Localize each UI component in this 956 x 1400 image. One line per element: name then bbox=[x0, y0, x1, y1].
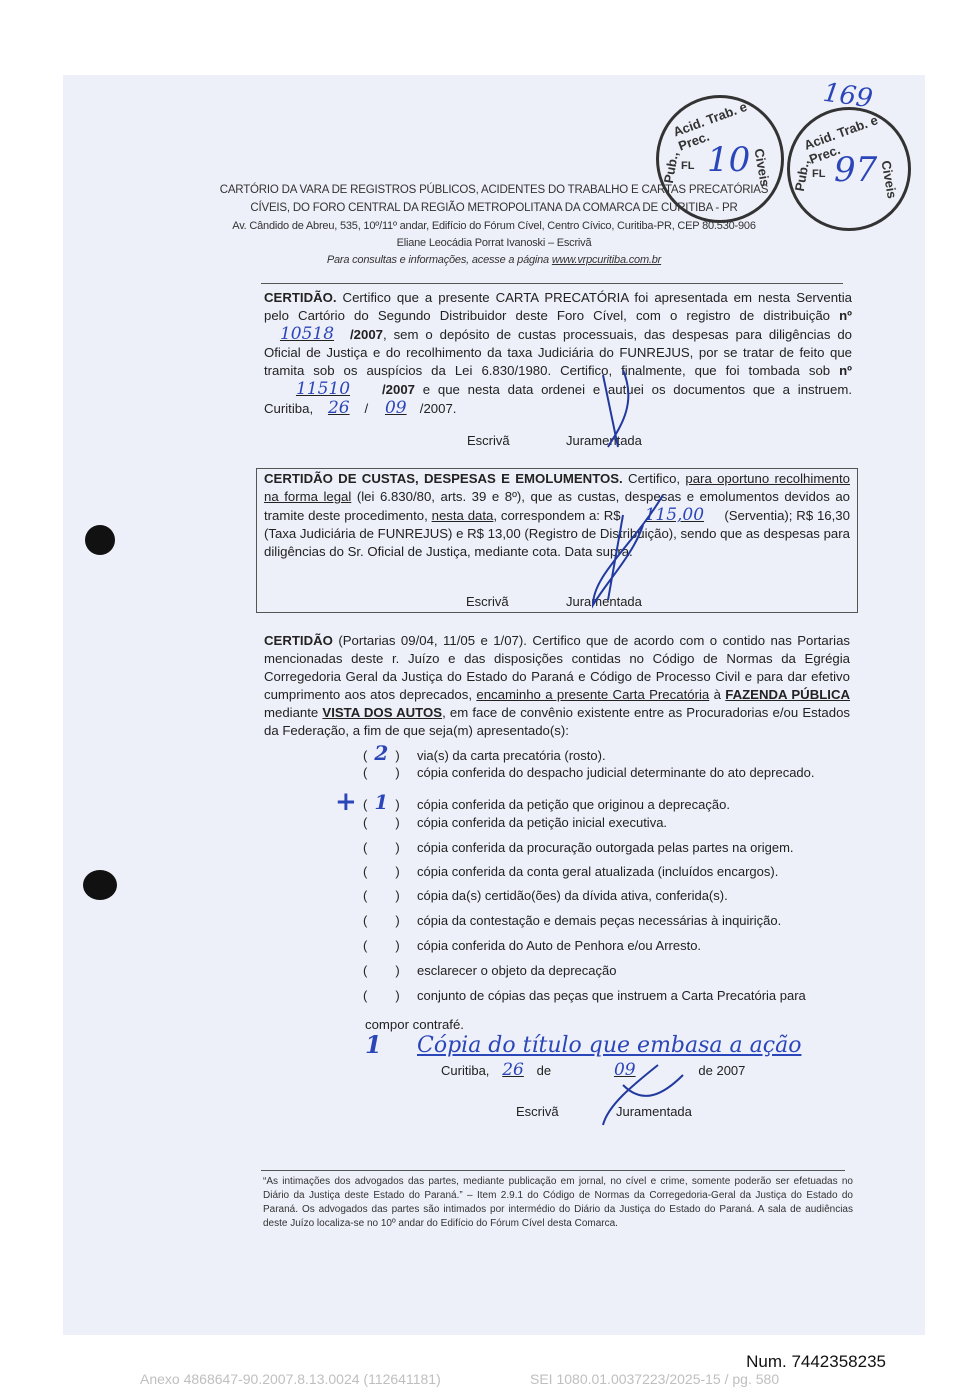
certidao-2 bbox=[264, 470, 850, 561]
checklist-label: cópia conferida da conta geral atualizada (incluídos encargos). bbox=[417, 864, 779, 879]
checklist-item bbox=[363, 815, 667, 830]
certidao-1-month bbox=[372, 399, 420, 418]
date-month bbox=[555, 1060, 695, 1080]
certidao-3-text-a: (Portarias 09/04, 11/05 e 1/07). Certifico que de acordo com o contido nas Portarias mencionadas deste r. Juízo e das disposições contidas no Código de Normas da Egrégia Corregedoria Geral da Justiça do Estado do Paraná e Código de Processo Civil e para dar efetivo cumprimento aos atos deprecados, bbox=[264, 633, 850, 702]
checklist-label: cópia conferida da procuração outorgada pelas partes na origem. bbox=[417, 840, 794, 855]
certidao-2-text-b: (lei 6.830/80, arts. 39 e 8º), que as custas, despesas e emolumentos devidos ao tramite deste procedimento, bbox=[264, 489, 850, 523]
checklist-item bbox=[363, 741, 606, 765]
bottom-annex: Anexo 4868647-90.2007.8.13.0024 (112641181) bbox=[140, 1371, 441, 1387]
date-line bbox=[441, 1060, 745, 1080]
certidao-1-year-3: /2007. bbox=[419, 401, 457, 416]
certidao-2-text-a: Certifico, bbox=[628, 471, 681, 486]
tomb-number-value: 11510 bbox=[295, 379, 351, 399]
checklist-checkbox: ( ) bbox=[363, 963, 400, 978]
checklist-item bbox=[363, 938, 701, 953]
checklist-label: cópia da contestação e demais peças necessárias à inquirição. bbox=[417, 913, 782, 928]
checklist-item bbox=[363, 765, 815, 780]
header-line-4: Eliane Leocádia Porrat Ivanoski – Escrivã bbox=[396, 237, 592, 249]
date-de-1: de bbox=[536, 1063, 552, 1078]
date-day bbox=[493, 1060, 533, 1080]
checklist-checkbox: ( ) bbox=[363, 840, 400, 855]
certidao-2-sig-escriva: Escrivã bbox=[466, 594, 509, 609]
stamp-right-fl-number: 97 bbox=[834, 150, 878, 190]
certidao-2-text-d: (Serventia); R$ 16,30 (Taxa Judiciária de FUNREJUS) e R$ 13,00 (Registro de Distribuição), sendo que as despesas para diligências do Sr. Oficial de Justiça, mediante cota. Data supra. bbox=[264, 508, 850, 559]
hand-item-text: Cópia do título que embasa a ação bbox=[417, 1033, 802, 1058]
hand-item-mark: 1 bbox=[365, 1030, 382, 1059]
checklist-checkbox: ( ) bbox=[363, 765, 400, 780]
checklist-label: via(s) da carta precatória (rosto). bbox=[417, 748, 606, 763]
checklist-item bbox=[363, 963, 616, 978]
certidao-1-month-value: 09 bbox=[384, 398, 407, 418]
distribution-number bbox=[264, 325, 350, 344]
certidao-1-sig-juramentada: Juramentada bbox=[566, 433, 642, 448]
certidao-1-year-2: /2007 bbox=[382, 382, 416, 397]
certidao-1-title: CERTIDÃO. bbox=[264, 290, 337, 305]
checklist-checkbox: ( ) bbox=[363, 864, 400, 879]
certidao-1-text-b: , sem o depósito de custas processuais, das despesas para diligências do Oficial de Justiça e do recolhimento da taxa Judiciária do FUNREJUS, por se tratar de feito que tramita sob os auspícios da Lei 6.830/1980. Certifico, finalmente, que foi tombada sob bbox=[264, 327, 852, 378]
certidao-2-underlined-1: para oportuno recolhimento na forma legal bbox=[264, 471, 850, 504]
hole-punch-2 bbox=[83, 870, 117, 900]
certidao-3-title: CERTIDÃO bbox=[264, 633, 333, 648]
certidao-2-underlined-2: nesta data bbox=[431, 508, 494, 523]
checklist-checkbox: ( 2 ) bbox=[363, 741, 400, 765]
header-line-5 bbox=[63, 254, 925, 266]
certidao-1-n-label: nº bbox=[839, 308, 852, 323]
checklist-label: cópia conferida da petição inicial executiva. bbox=[417, 815, 668, 830]
header-line-5-prefix: Para consultas e informações, acesse a página bbox=[326, 254, 549, 266]
checklist-checkbox: ( ) bbox=[363, 913, 400, 928]
stamp-left-right-text: Civeis bbox=[751, 147, 773, 188]
certidao-3-vista: VISTA DOS AUTOS bbox=[322, 705, 443, 720]
checklist-mark: 2 bbox=[374, 741, 389, 765]
fee-amount bbox=[624, 506, 724, 525]
certidao-3-text-d: , em face de convênio existente entre as Procuradorias e/ou Estados da Federação, a fim de que seja(m) apresentado(s): bbox=[264, 705, 850, 738]
certidao-1-sig-escriva: Escrivã bbox=[467, 433, 510, 448]
hole-punch-1 bbox=[85, 525, 115, 555]
checklist-item bbox=[363, 913, 781, 928]
date-day-value: 26 bbox=[502, 1060, 524, 1080]
fee-amount-value: 115,00 bbox=[644, 505, 705, 525]
checklist-label: cópia conferida da petição que originou a deprecação. bbox=[417, 797, 730, 812]
stamp-right-top-text: Acid. Trab. e Prec. bbox=[802, 112, 880, 167]
bottom-sei: SEI 1080.01.0037223/2025-15 / pg. 580 bbox=[530, 1371, 780, 1387]
stamp-left-side-text: Pub., bbox=[660, 150, 682, 185]
checklist-checkbox: ( ) bbox=[363, 988, 400, 1003]
certidao-1-n-label-2: nº bbox=[839, 363, 852, 378]
stamp-right-fl-label: FL bbox=[812, 168, 826, 180]
website-link[interactable]: www.vrpcuritiba.com.br bbox=[551, 254, 662, 266]
document-page bbox=[63, 75, 925, 1335]
header-rule bbox=[261, 283, 843, 284]
checklist-label: esclarecer o objeto da deprecação bbox=[417, 963, 617, 978]
stamp-left-fl-number: 10 bbox=[707, 140, 751, 180]
header-line-2: CÍVEIS, DO FORO CENTRAL DA REGIÃO METROPOLITANA DA COMARCA DE CURITIBA - PR bbox=[250, 202, 738, 214]
checklist-label: cópia conferida do Auto de Penhora e/ou Arresto. bbox=[417, 938, 702, 953]
footnote: “As intimações dos advogados das partes, mediante publicação em jornal, no cível e crime, somente poderão ser efetuadas no Diário da Justiça deste Estado do Paraná.” – Item 2.9.1 do Código de Normas da Corregedoria-Geral da Justiça do Estado do Paraná. Os advogados das partes são intimados por intermédio do Diário da Justiça do Estado do Paraná. A sala de audiências deste Juízo localiza-se no 10º andar do Edifício do Fórum Cível desta Comarca. bbox=[263, 1176, 853, 1229]
date-month-value: 09 bbox=[613, 1060, 636, 1080]
date-de-2: de 2007 bbox=[698, 1063, 746, 1078]
certidao-1-year-1: /2007 bbox=[350, 327, 384, 342]
checklist-checkbox: ( ) bbox=[363, 888, 400, 903]
document-number: Num. 7442358235 bbox=[746, 1352, 886, 1371]
certidao-3-text-b: à bbox=[713, 687, 721, 702]
stamp-left-fl-label: FL bbox=[681, 160, 695, 172]
certidao-1-day-value: 26 bbox=[327, 398, 350, 418]
header-line-3: Av. Cândido de Abreu, 535, 10º/11º andar, Edifício do Fórum Cível, Centro Cívico, Curitiba-PR, CEP 80.530-906 bbox=[232, 220, 756, 232]
checklist-last-line: compor contrafé. bbox=[365, 1017, 464, 1032]
certidao-3-text-c: mediante bbox=[264, 705, 319, 720]
header-line-1: CARTÓRIO DA VARA DE REGISTROS PÚBLICOS, ACIDENTES DO TRABALHO E CARTAS PRECATÓRIAS bbox=[219, 184, 769, 196]
corner-page-number: 169 bbox=[821, 77, 875, 115]
certidao-2-text-c: , correspondem a: R$. bbox=[493, 508, 625, 523]
checklist-mark: 1 bbox=[374, 790, 389, 814]
certidao-3-sig-juramentada: Juramentada bbox=[616, 1104, 692, 1119]
certidao-3-underlined-1: encaminho a presente Carta Precatória bbox=[476, 687, 710, 702]
certidao-3-fazenda: FAZENDA PÚBLICA bbox=[725, 687, 850, 702]
checklist-checkbox: ( ) bbox=[363, 938, 400, 953]
checklist-label: cópia da(s) certidão(ões) da dívida ativa, conferida(s). bbox=[417, 888, 728, 903]
certidao-3 bbox=[264, 632, 850, 740]
certidao-1 bbox=[264, 289, 852, 418]
stamp-left-top-text: Acid. Trab. e Prec. bbox=[671, 98, 749, 154]
stamp-right-side-text: Pub., bbox=[791, 158, 813, 193]
checklist-label: cópia conferida do despacho judicial determinante do ato deprecado. bbox=[417, 765, 815, 780]
checklist-item bbox=[363, 864, 778, 879]
checklist-item bbox=[363, 888, 728, 903]
plus-mark: + bbox=[335, 787, 357, 817]
tomb-number bbox=[264, 380, 382, 399]
certidao-3-sig-escriva: Escrivã bbox=[516, 1104, 559, 1119]
certidao-1-text-a: Certifico que a presente CARTA PRECATÓRIA foi apresentada em nesta Serventia pelo Cartório do Segundo Distribuidor deste Foro Cível, com o registro de distribuição bbox=[264, 290, 852, 323]
checklist-label: conjunto de cópias das peças que instruem a Carta Precatória para bbox=[417, 988, 806, 1003]
checklist-item bbox=[363, 840, 794, 855]
certidao-2-title: CERTIDÃO DE CUSTAS, DESPESAS E EMOLUMENTOS. bbox=[264, 471, 623, 486]
certidao-1-day bbox=[317, 399, 361, 418]
checklist-checkbox: ( 1 ) bbox=[363, 790, 400, 814]
stamp-right-right-text: Civeis bbox=[878, 159, 900, 200]
checklist-item bbox=[363, 790, 730, 814]
distribution-number-value: 10518 bbox=[279, 324, 335, 344]
certidao-2-sig-juramentada: Juramentada bbox=[566, 594, 642, 609]
footnote-rule bbox=[261, 1170, 845, 1171]
certidao-1-text-c: e que nesta data ordenei e autuei os documentos que a instruem. Curitiba, bbox=[264, 382, 852, 416]
checklist-item bbox=[363, 988, 806, 1003]
certidao-1-sep: / bbox=[364, 401, 369, 416]
date-prefix: Curitiba, bbox=[441, 1063, 490, 1078]
checklist-checkbox: ( ) bbox=[363, 815, 400, 830]
